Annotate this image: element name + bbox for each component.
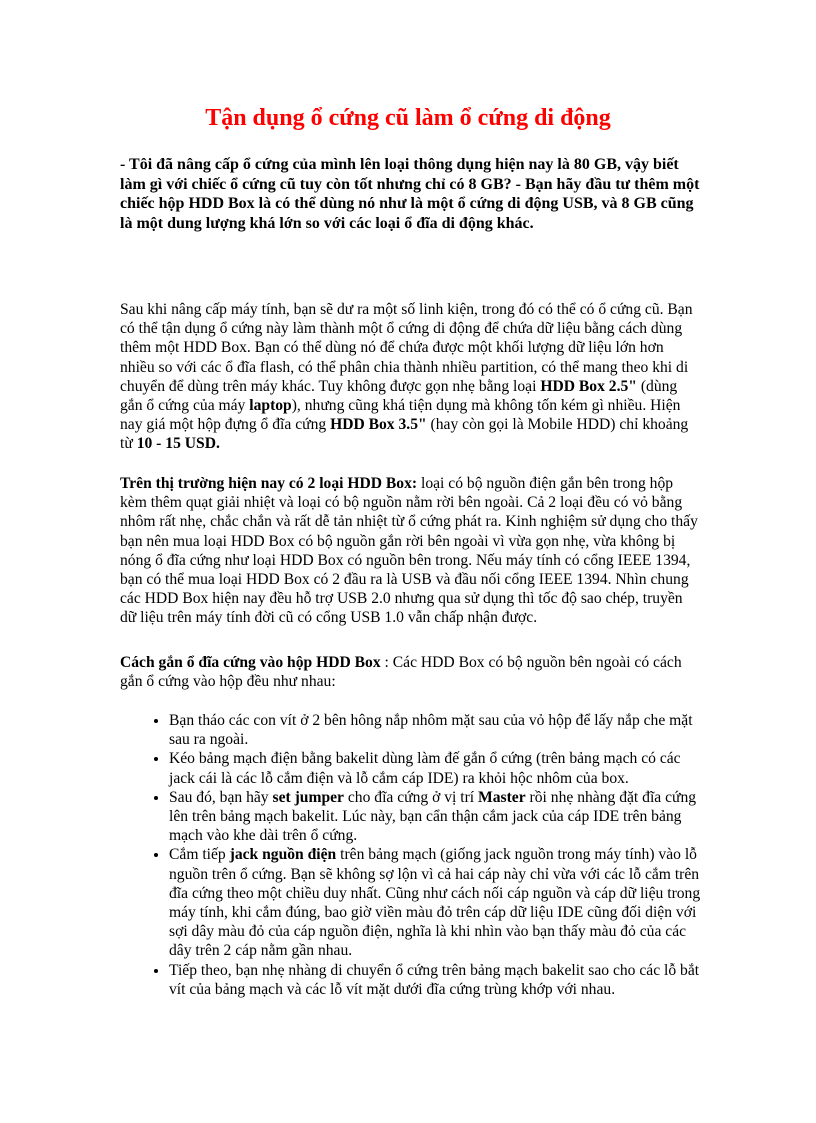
paragraph-how-to — [120, 653, 700, 691]
text: Cắm tiếp — [169, 846, 230, 864]
bold-text: HDD Box 2.5" — [540, 377, 637, 395]
bold-text: 10 - 15 USD. — [136, 435, 220, 453]
text: Sau đó, bạn hãy — [169, 788, 273, 806]
text: (hay còn gọi là Mobile HDD) chỉ khoảng từ — [120, 416, 689, 453]
text: Bạn tháo các con vít ở 2 bên hông nắp nhôm mặt sau của vỏ hộp để lấy nắp che mặt sau ra ngoài. — [169, 712, 693, 749]
list-item — [169, 845, 702, 960]
document-title: Tận dụng ổ cứng cũ làm ổ cứng di động — [205, 105, 611, 131]
bold-text: Trên thị trường hiện nay có 2 loại HDD Box: — [120, 475, 418, 492]
text: rồi nhẹ nhàng đặt đĩa cứng lên trên bảng mạch bakelit. Lúc này, bạn cẩn thận cắm jack của cáp IDE trên bảng mạch vào khe dài trên ổ cứng. — [169, 788, 697, 845]
text: (dùng gắn ổ cứng của máy — [120, 377, 678, 415]
list-item — [169, 961, 702, 999]
bold-text: Master — [478, 788, 526, 806]
text: ), nhưng cũng khá tiện dụng mà không tốn kém gì nhiều. Hiện nay giá một hộp đựng ổ đĩa cứng — [120, 397, 681, 434]
bold-text: laptop — [249, 397, 292, 415]
text: cho đĩa cứng ở vị trí — [343, 788, 479, 806]
bold-text: HDD Box 3.5" — [330, 416, 427, 434]
intro-paragraph: - Tôi đã nâng cấp ổ cứng của mình lên loại thông dụng hiện nay là 80 GB, vậy biết làm gì với chiếc ổ cứng cũ tuy còn tốt nhưng chỉ có 8 GB? - Bạn hãy đầu tư thêm một chiếc hộp HDD Box là có thể dùng nó như là một ổ cứng di động USB, và 8 GB cũng là một dung lượng khá lớn so với các loại ổ đĩa di động khác. — [120, 156, 700, 232]
bold-text: Cách gắn ổ đĩa cứng vào hộp HDD Box — [120, 654, 381, 671]
list-item — [169, 711, 702, 749]
bold-text: jack nguồn điện — [229, 846, 337, 864]
text: : Các HDD Box có bộ nguồn bên ngoài có cách gắn ổ cứng vào hộp đều như nhau: — [120, 654, 682, 691]
paragraph-upgrade — [120, 300, 700, 454]
steps-list — [120, 711, 702, 999]
list-item — [169, 788, 702, 846]
text: Kéo bảng mạch điện bằng bakelit dùng làm đế gắn ổ cứng (trên bảng mạch có các jack cái là các lỗ cắm điện và lỗ cắm cáp IDE) ra khỏi hộc nhôm của box. — [169, 750, 681, 787]
list-item — [169, 749, 702, 787]
text: Sau khi nâng cấp máy tính, bạn sẽ dư ra một số linh kiện, trong đó có thể có ổ cứng cũ. Bạn có thể tận dụng ổ cứng này làm thành một ổ cứng di động để chứa dữ liệu bằng cách dùng thêm một HDD Box. Bạn có thể dùng nó để chứa được một khối lượng dữ liệu lớn hơn nhiều so với các ổ đĩa flash, có thể phân chia thành nhiều partition, có thể mang theo khi di chuyển để dùng trên máy khác. Tuy không được gọn nhẹ bằng loại — [120, 301, 693, 395]
bold-text: set jumper — [272, 788, 344, 806]
paragraph-market — [120, 474, 700, 628]
text: trên bảng mạch (giống jack nguồn trong máy tính) vào lỗ nguồn trên ổ cứng. Bạn sẽ không sợ lộn vì cả hai cáp này chỉ vừa với các lỗ cắm trên đĩa cứng theo một chiều duy nhất. Cũng như cách nối cáp nguồn và cáp dữ liệu trong máy tính, khi cắm đúng, bao giờ viền màu đỏ trên cáp dữ liệu IDE cũng đối diện với sợi dây màu đỏ của cáp nguồn điện, nghĩa là khi nhìn vào bạn thấy màu đỏ của các dây trên 2 cáp nằm gần nhau. — [169, 846, 701, 960]
text: loại có bộ nguồn điện gắn bên trong hộp kèm thêm quạt giải nhiệt và loại có bộ nguồn nằm rời bên ngoài. Cả 2 loại đều có vỏ bằng nhôm rất nhẹ, chắc chắn và rất dễ tản nhiệt từ ổ cứng phát ra. Kinh nghiệm sử dụng cho thấy bạn nên mua loại HDD Box có bộ nguồn gắn rời bên ngoài vì vừa gọn nhẹ, vừa không bị nóng ổ đĩa cứng như loại HDD Box có nguồn bên trong. Nếu máy tính có cổng IEEE 1394, bạn có thể mua loại HDD Box có 2 đầu ra là USB và đầu nối cổng IEEE 1394. Nhìn chung các HDD Box hiện nay đều hỗ trợ USB 2.0 nhưng qua sử dụng thì tốc độ sao chép, truyền dữ liệu trên máy tính đời cũ có cổng USB 1.0 vẫn chấp nhận được. — [120, 475, 698, 627]
text: Tiếp theo, bạn nhẹ nhàng di chuyển ổ cứng trên bảng mạch bakelit sao cho các lỗ bắt vít của bảng mạch và các lỗ vít mặt dưới đĩa cứng trùng khớp với nhau. — [169, 961, 700, 998]
